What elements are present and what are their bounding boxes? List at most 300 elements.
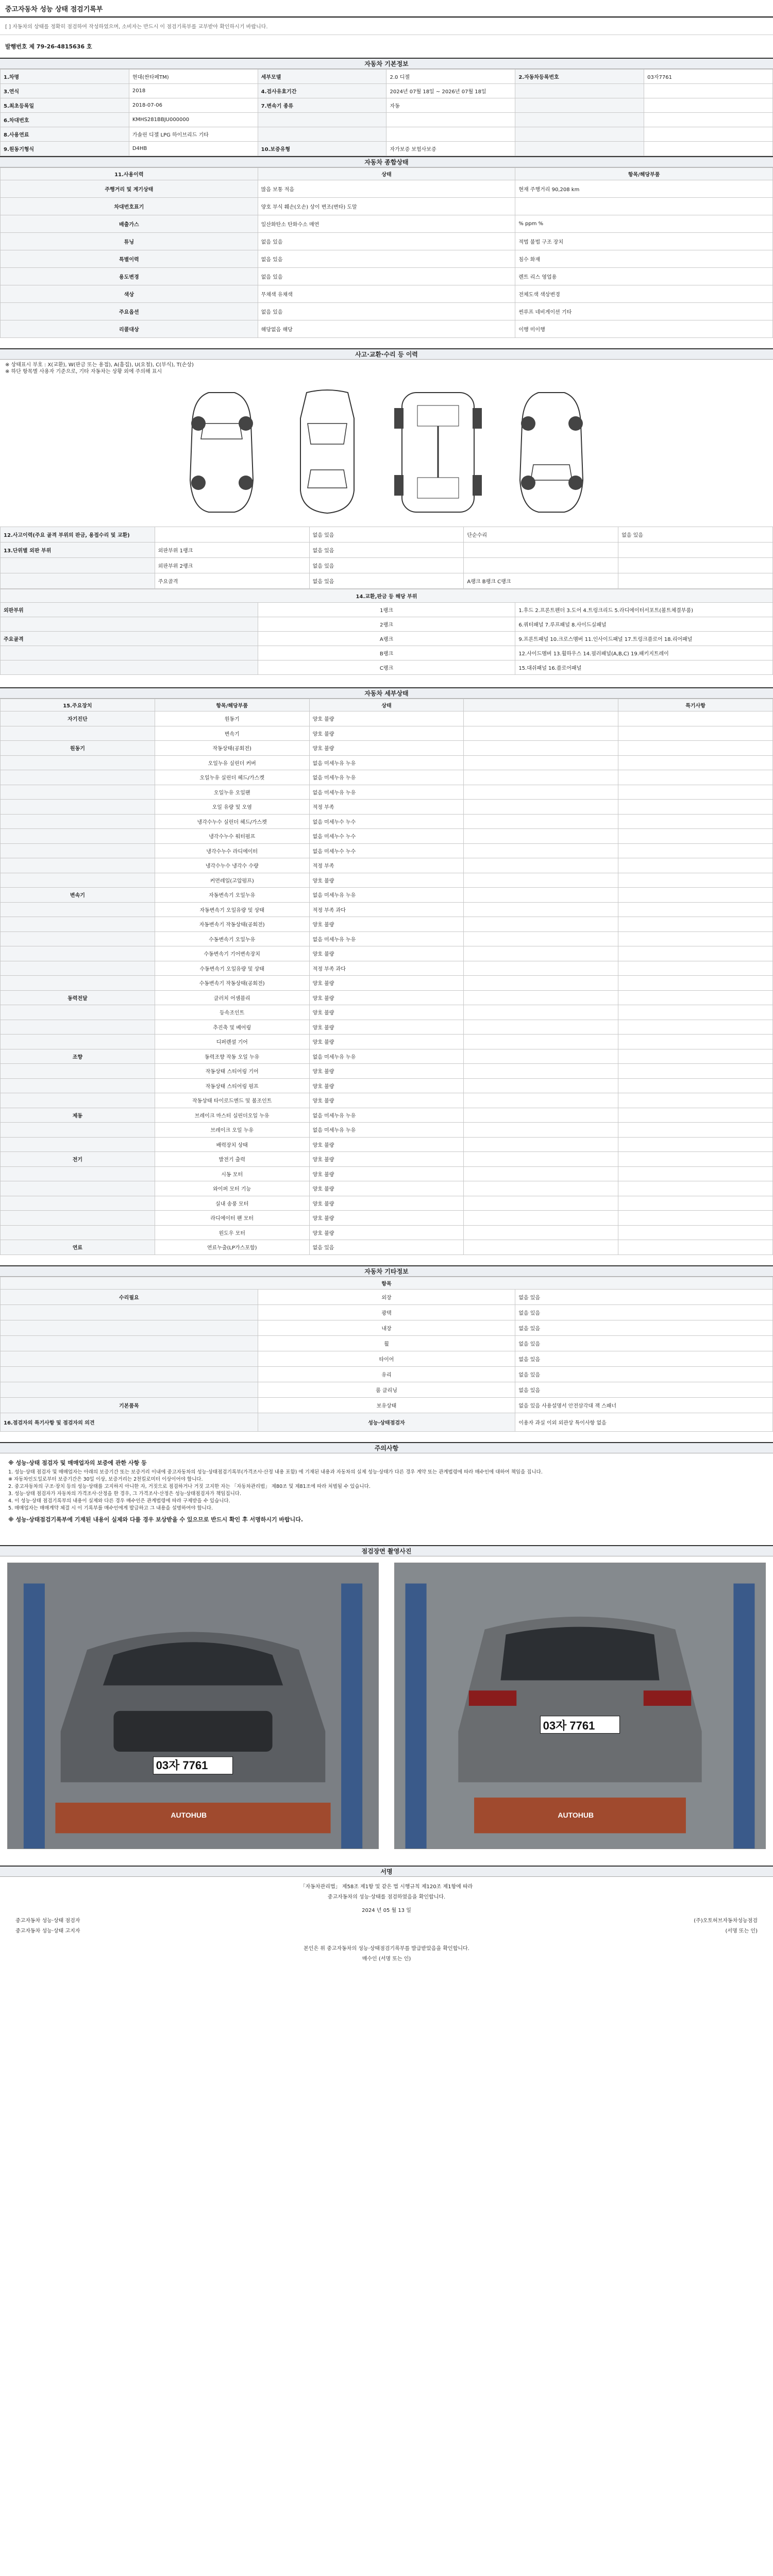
detail-state: 양호 불량 [309, 711, 464, 726]
table-row [1, 755, 773, 770]
basic-label [515, 127, 644, 142]
detail-state: 적정 부족 [309, 858, 464, 873]
detail-blank [464, 976, 618, 991]
table-row [1, 1078, 773, 1093]
table-row [1, 268, 773, 285]
table-row [1, 233, 773, 250]
table-row [1, 800, 773, 815]
overall-options: 없음 있음 [258, 303, 515, 320]
overall-options: 해당없음 해당 [258, 320, 515, 338]
basic-label: 7.변속기 종류 [258, 98, 386, 113]
detail-blank [464, 1108, 618, 1123]
detail-item: 디퍼렌셜 기어 [155, 1035, 309, 1049]
detail-group [1, 931, 155, 946]
notes-item: 5. 매매업자는 매매계약 체결 시 이 기록부를 매수인에게 발급하고 그 내용을 설명하여야 합니다. [8, 1505, 213, 1511]
legend-line-1: ※ 상태표시 부호 : X(교환), W(판금 또는 용접), A(흠집), U(요철), C(부식), T(손상) [5, 362, 194, 368]
dealer-value: (서명 또는 인) [725, 1928, 758, 1934]
basic-value: 2018 [129, 84, 258, 98]
rear-plate: 03자 7761 [543, 1719, 595, 1732]
detail-remark [618, 917, 773, 932]
damage-table [0, 527, 773, 589]
basic-value [644, 84, 773, 98]
car-side-right-drawing [508, 387, 595, 516]
table-row [1, 961, 773, 976]
detail-blank [464, 917, 618, 932]
detail-state: 양호 불량 [309, 1196, 464, 1211]
detail-header: 특기사항 [618, 699, 773, 711]
section-detail: 자동차 세부상태 [0, 687, 773, 699]
basic-label: 10.보증유형 [258, 142, 386, 156]
damage-extra-value [618, 558, 773, 573]
detail-remark [618, 1064, 773, 1079]
table-row [1, 215, 773, 233]
basic-value [386, 127, 515, 142]
table-row [1, 558, 773, 573]
detail-blank [464, 1211, 618, 1226]
detail-state: 적정 부족 과다 [309, 902, 464, 917]
overall-options: 일산화탄소 탄화수소 매연 [258, 215, 515, 233]
basic-label: 3.연식 [1, 84, 129, 98]
detail-item: 오일누유 실린더 헤드/가스켓 [155, 770, 309, 785]
detail-blank [464, 1005, 618, 1020]
detail-item: 배력장치 상태 [155, 1137, 309, 1152]
table-row [1, 1397, 773, 1413]
detail-state: 양호 불량 [309, 1035, 464, 1049]
table-row [1, 617, 773, 632]
table-row [1, 1289, 773, 1304]
detail-group [1, 800, 155, 815]
table-row [1, 1005, 773, 1020]
basic-label: 세부모델 [258, 70, 386, 84]
damage-value: 없음 있음 [309, 558, 464, 573]
detail-group [1, 917, 155, 932]
parts-values: 12.사이드멤버 13.휠하우스 14.필러패널(A,B,C) 19.패키지트레이 [515, 646, 773, 660]
detail-group [1, 726, 155, 741]
detail-remark [618, 976, 773, 991]
damage-extra-label: A랭크 B랭크 C랭크 [464, 573, 618, 589]
basic-label: 1.차명 [1, 70, 129, 84]
parts-rank: 1랭크 [258, 603, 515, 617]
detail-blank [464, 1123, 618, 1138]
overall-options: 없음 있음 [258, 233, 515, 250]
detail-item: 윈도우 모터 [155, 1225, 309, 1240]
table-row [1, 1049, 773, 1064]
detail-remark [618, 1093, 773, 1108]
buyer-sign: 매수인 (서명 또는 인) [362, 1956, 411, 1962]
detail-remark [618, 1049, 773, 1064]
table-row [1, 917, 773, 932]
table-row [1, 711, 773, 726]
detail-blank [464, 961, 618, 976]
table-row [1, 1351, 773, 1366]
table-row [1, 902, 773, 917]
dealer-label: 중고자동차 성능·상태 고지자 [15, 1928, 80, 1934]
overall-label: 용도변경 [1, 268, 258, 285]
detail-remark [618, 990, 773, 1005]
detail-group [1, 1020, 155, 1035]
basic-value [644, 142, 773, 156]
detail-state: 양호 불량 [309, 1152, 464, 1167]
damage-extra-label [464, 558, 618, 573]
other-state: 없음 있음 [515, 1335, 773, 1351]
detail-state: 적정 부족 [309, 800, 464, 815]
overall-header: 상태 [258, 168, 515, 180]
detail-item: 수동변속기 작동상태(공회전) [155, 976, 309, 991]
detail-item: 수동변속기 오일유량 및 상태 [155, 961, 309, 976]
detail-remark [618, 902, 773, 917]
detail-item: 냉각수누수 실린더 헤드/가스켓 [155, 814, 309, 829]
detail-table [0, 699, 773, 1255]
overall-extra: 이행 미이행 [515, 320, 773, 338]
damage-sub: 주요골격 [155, 573, 309, 589]
notes-block [0, 1453, 773, 1530]
detail-group [1, 1166, 155, 1181]
detail-remark [618, 755, 773, 770]
table-row [1, 285, 773, 303]
detail-group [1, 1093, 155, 1108]
table-row [1, 1413, 773, 1431]
table-row [1, 1181, 773, 1196]
overall-extra: 적법 불법 구조 장치 [515, 233, 773, 250]
detail-group [1, 770, 155, 785]
table-row [1, 303, 773, 320]
detail-remark [618, 1123, 773, 1138]
basic-value: 2018-07-06 [129, 98, 258, 113]
detail-state: 없음 미세누유 누유 [309, 1049, 464, 1064]
inspector-value: (주)오토허브자동차성능점검 [694, 1918, 758, 1924]
basic-value [644, 127, 773, 142]
damage-sub [155, 527, 309, 543]
other-group [1, 1382, 258, 1397]
basic-label: 6.차대번호 [1, 113, 129, 127]
table-row [1, 646, 773, 660]
detail-remark [618, 1137, 773, 1152]
other-item: 타이어 [258, 1351, 515, 1366]
photo-row [0, 1556, 773, 1855]
document-title: 중고자동차 성능 상태 점검기록부 [0, 0, 773, 18]
overall-header: 11.사용이력 [1, 168, 258, 180]
detail-group: 자기진단 [1, 711, 155, 726]
detail-state: 양호 불량 [309, 946, 464, 961]
detail-blank [464, 1093, 618, 1108]
detail-remark [618, 961, 773, 976]
opinion-label: 16.점검자의 특기사항 및 점검자의 의견 [1, 1413, 258, 1431]
detail-item: 클러치 어셈블리 [155, 990, 309, 1005]
overall-table [0, 167, 773, 338]
detail-blank [464, 770, 618, 785]
detail-item: 오일 유량 및 오염 [155, 800, 309, 815]
table-row [1, 1277, 773, 1289]
parts-group [1, 617, 258, 632]
basic-label: 9.원동기형식 [1, 142, 129, 156]
table-row [1, 168, 773, 180]
detail-header: 상태 [309, 699, 464, 711]
detail-remark [618, 888, 773, 903]
other-state: 없음 있음 [515, 1320, 773, 1335]
parts-rank: B랭크 [258, 646, 515, 660]
detail-blank [464, 1049, 618, 1064]
detail-group [1, 946, 155, 961]
detail-state: 양호 불량 [309, 1005, 464, 1020]
table-row [1, 990, 773, 1005]
parts-group [1, 660, 258, 675]
detail-item: 작동상태 스티어링 기어 [155, 1064, 309, 1079]
overall-label: 리콜대상 [1, 320, 258, 338]
table-row [1, 1196, 773, 1211]
other-group [1, 1335, 258, 1351]
notes-item: 1. 성능·상태 점검자 및 매매업자는 아래의 보증기간 또는 보증거리 이내에 중고자동차의 성능·상태점검기록부(가격조사·산정 내용 포함) 에 기재된 내용과 자동차의 실제 성능·상태가 다른 경우 계약 또는 관계법령에 따라 매수인에 대하여 책임을 집니다. [8, 1469, 543, 1475]
car-top-drawing [286, 387, 368, 516]
detail-item: 수동변속기 오일누유 [155, 931, 309, 946]
table-row [1, 127, 773, 142]
overall-extra: 전체도색 색상변경 [515, 285, 773, 303]
detail-state: 양호 불량 [309, 976, 464, 991]
basic-value: 2.0 디젤 [386, 70, 515, 84]
detail-blank [464, 931, 618, 946]
table-row [1, 589, 773, 603]
detail-remark [618, 858, 773, 873]
table-row [1, 873, 773, 888]
detail-remark [618, 1078, 773, 1093]
detail-group [1, 1211, 155, 1226]
table-row [1, 726, 773, 741]
detail-item: 브레이크 오일 누유 [155, 1123, 309, 1138]
detail-remark [618, 1225, 773, 1240]
detail-remark [618, 1240, 773, 1255]
table-row [1, 603, 773, 617]
basic-value: 2024년 07월 18일 ~ 2026년 07월 18일 [386, 84, 515, 98]
notice-text: [ ] 자동차의 상태를 정확히 점검하여 작성하였으며, 소비자는 반드시 이 점검기록부를 교부받아 확인하시기 바랍니다. [0, 18, 773, 35]
other-item: 내장 [258, 1320, 515, 1335]
detail-item: 자동변속기 오일누유 [155, 888, 309, 903]
detail-blank [464, 711, 618, 726]
detail-remark [618, 1020, 773, 1035]
table-row [1, 543, 773, 558]
other-item: 외장 [258, 1289, 515, 1304]
table-row [1, 84, 773, 98]
sign-row-inspector [5, 1916, 768, 1926]
table-row [1, 888, 773, 903]
sign-date: 2024 년 05 월 13 일 [362, 1907, 411, 1913]
table-row [1, 1108, 773, 1123]
overall-label: 배출가스 [1, 215, 258, 233]
detail-remark [618, 1035, 773, 1049]
detail-state: 양호 불량 [309, 1166, 464, 1181]
overall-label: 특별이력 [1, 250, 258, 268]
basic-label: 2.자동차등록번호 [515, 70, 644, 84]
parts-values: 1.후드 2.프론트펜더 3.도어 4.트렁크리드 5.라디에이터서포트(볼트체결부품) [515, 603, 773, 617]
detail-state: 양호 불량 [309, 726, 464, 741]
table-row [1, 843, 773, 858]
detail-state: 없음 미세누유 누유 [309, 770, 464, 785]
parts-rank: A랭크 [258, 632, 515, 646]
document-number: 발행번호 제 79-26-4815636 호 [5, 43, 92, 50]
damage-sub: 외판부위 1랭크 [155, 543, 309, 558]
detail-item: 실내 송풍 모터 [155, 1196, 309, 1211]
detail-item: 연료누출(LP가스포함) [155, 1240, 309, 1255]
other-state: 없음 있음 [515, 1366, 773, 1382]
detail-remark [618, 711, 773, 726]
detail-item: 브레이크 마스터 실린더오일 누유 [155, 1108, 309, 1123]
basic-label [258, 127, 386, 142]
basic-value: 자동 [386, 98, 515, 113]
detail-state: 양호 불량 [309, 1064, 464, 1079]
table-row [1, 527, 773, 543]
detail-header: 항목/해당부품 [155, 699, 309, 711]
table-row [1, 1166, 773, 1181]
table-row [1, 1035, 773, 1049]
basic-value: 현대(싼타페TM) [129, 70, 258, 84]
overall-options: 없음 있음 [258, 268, 515, 285]
parts-values: 15.대쉬패널 16.플로어패널 [515, 660, 773, 675]
table-row [1, 946, 773, 961]
table-row [1, 1123, 773, 1138]
detail-group: 변속기 [1, 888, 155, 903]
table-row [1, 70, 773, 84]
basic-label [515, 98, 644, 113]
other-state: 없음 있음 [515, 1382, 773, 1397]
table-row [1, 1137, 773, 1152]
overall-label: 색상 [1, 285, 258, 303]
inspector-label: 중고자동차 성능·상태 점검자 [15, 1918, 80, 1924]
parts-group: 주요골격 [1, 632, 258, 646]
detail-item: 오일누유 실린더 커버 [155, 755, 309, 770]
detail-remark [618, 829, 773, 844]
legend-line-2: ※ 하단 항목별 사용자 기준으로, 기타 자동차는 상황 외에 주의해 표시 [5, 369, 162, 375]
table-row [1, 113, 773, 127]
other-state: 없음 있음 [515, 1351, 773, 1366]
detail-header [464, 699, 618, 711]
detail-item: 원동기 [155, 711, 309, 726]
car-side-left-drawing [178, 387, 265, 516]
detail-state: 없음 미세누유 누유 [309, 931, 464, 946]
table-row [1, 180, 773, 198]
table-row [1, 632, 773, 646]
overall-label: 차대번호표기 [1, 198, 258, 215]
front-brand: AUTOHUB [171, 1811, 207, 1820]
detail-remark [618, 726, 773, 741]
detail-blank [464, 726, 618, 741]
detail-blank [464, 741, 618, 756]
table-row [1, 1093, 773, 1108]
table-row [1, 699, 773, 711]
damage-value: 없음 있음 [309, 527, 464, 543]
detail-state: 없음 미세누수 누수 [309, 843, 464, 858]
front-photo-drawing [8, 1563, 378, 1849]
section-sign: 서명 [0, 1866, 773, 1877]
detail-item: 냉각수누수 워터펌프 [155, 829, 309, 844]
detail-blank [464, 1064, 618, 1079]
detail-blank [464, 1137, 618, 1152]
detail-group [1, 1137, 155, 1152]
overall-extra: 썬루프 네비게이션 기타 [515, 303, 773, 320]
basic-value: 03자7761 [644, 70, 773, 84]
front-photo [7, 1563, 379, 1849]
detail-item: 자동변속기 작동상태(공회전) [155, 917, 309, 932]
parts-title: 14.교환,판금 등 해당 부위 [1, 589, 773, 603]
basic-table [0, 69, 773, 156]
table-row [1, 198, 773, 215]
detail-remark [618, 1152, 773, 1167]
detail-group [1, 873, 155, 888]
sign-line-1: 「자동차관리법」 제58조 제1항 및 같은 법 시행규칙 제120조 제1항에 따라 [300, 1884, 473, 1890]
detail-blank [464, 1078, 618, 1093]
table-row [1, 1020, 773, 1035]
detail-state: 양호 불량 [309, 1078, 464, 1093]
basic-label: 4.검사유효기간 [258, 84, 386, 98]
damage-label [1, 558, 155, 573]
detail-group [1, 858, 155, 873]
table-row [1, 931, 773, 946]
detail-group [1, 1035, 155, 1049]
other-group [1, 1366, 258, 1382]
table-row [1, 829, 773, 844]
basic-value: 가솔린 디젤 LPG 하이브리드 기타 [129, 127, 258, 142]
table-row [1, 1335, 773, 1351]
detail-group [1, 1123, 155, 1138]
detail-group [1, 785, 155, 800]
other-item: 유리 [258, 1366, 515, 1382]
sign-block [0, 1877, 773, 1970]
table-row [1, 320, 773, 338]
rear-photo [394, 1563, 766, 1849]
detail-blank [464, 1166, 618, 1181]
section-damage: 사고·교환·수리 등 이력 [0, 348, 773, 360]
overall-extra: 침수 화재 [515, 250, 773, 268]
detail-group [1, 1078, 155, 1093]
table-row [1, 976, 773, 991]
detail-state: 양호 불량 [309, 917, 464, 932]
other-state: 없음 있음 [515, 1304, 773, 1320]
detail-state: 양호 불량 [309, 1181, 464, 1196]
overall-label: 튜닝 [1, 233, 258, 250]
detail-state: 양호 불량 [309, 1211, 464, 1226]
detail-state: 양호 불량 [309, 873, 464, 888]
damage-legend [0, 360, 773, 377]
detail-blank [464, 1020, 618, 1035]
detail-group: 제동 [1, 1108, 155, 1123]
overall-options: 무채색 유채색 [258, 285, 515, 303]
detail-state: 없음 있음 [309, 1240, 464, 1255]
other-table [0, 1277, 773, 1432]
damage-label: 13.단위별 외판 부위 [1, 543, 155, 558]
parts-values: 9.프론트패널 10.크로스멤버 11.인사이드패널 17.트렁크플로어 18.리어패널 [515, 632, 773, 646]
detail-header: 15.주요장치 [1, 699, 155, 711]
other-group [1, 1320, 258, 1335]
detail-remark [618, 843, 773, 858]
detail-item: 수동변속기 기어변속장치 [155, 946, 309, 961]
detail-blank [464, 1152, 618, 1167]
parts-rank: C랭크 [258, 660, 515, 675]
detail-group [1, 829, 155, 844]
detail-group [1, 961, 155, 976]
detail-item: 커먼레일(고압펌프) [155, 873, 309, 888]
overall-header: 항목/해당부품 [515, 168, 773, 180]
detail-blank [464, 1035, 618, 1049]
sign-row-dealer [5, 1926, 768, 1937]
table-row [1, 770, 773, 785]
overall-extra: 렌트 리스 영업용 [515, 268, 773, 285]
notes-item: 4. 이 성능·상태 점검기록부의 내용이 실제와 다른 경우 매수인은 관계법령에 따라 구제받을 수 있습니다. [8, 1498, 230, 1504]
parts-group [1, 646, 258, 660]
table-row [1, 1064, 773, 1079]
detail-state: 없음 미세누유 누유 [309, 1108, 464, 1123]
damage-value: 없음 있음 [309, 573, 464, 589]
table-row [1, 98, 773, 113]
table-row [1, 660, 773, 675]
detail-item: 발전기 출력 [155, 1152, 309, 1167]
overall-extra: 현재 주행거리 90,208 km [515, 180, 773, 198]
